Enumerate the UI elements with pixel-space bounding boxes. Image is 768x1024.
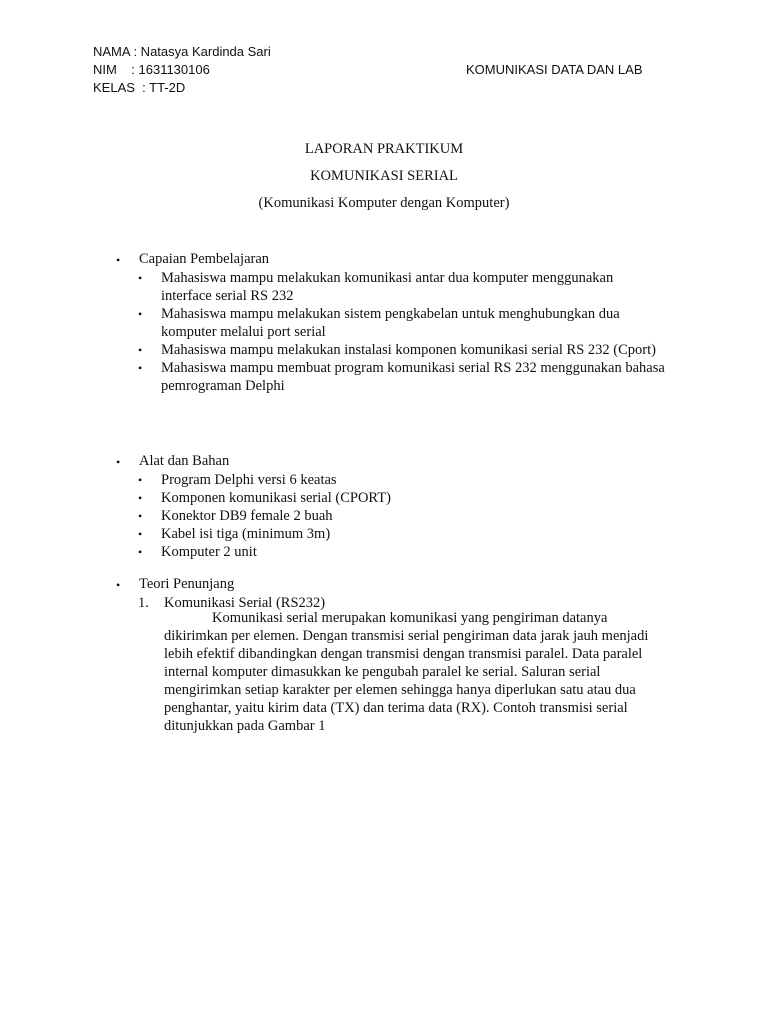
- section-capaian: [116, 251, 666, 395]
- list-item-text: Mahasiswa mampu membuat program komunikasi serial RS 232 menggunakan bahasa pemrograman Delphi: [161, 360, 665, 394]
- list-item-text: Komponen komunikasi serial (CPORT): [161, 490, 391, 506]
- report-title: LAPORAN PRAKTIKUM: [304, 141, 464, 157]
- report-subtitle: KOMUNIKASI SERIAL: [310, 168, 458, 184]
- report-topic: (Komunikasi Komputer dengan Komputer): [258, 195, 510, 211]
- bullet-icon: •: [138, 545, 143, 559]
- list-item: [116, 543, 666, 561]
- student-name: NAMA : Natasya Kardinda Sari: [93, 44, 271, 59]
- alat-list: [116, 471, 666, 561]
- course-name: KOMUNIKASI DATA DAN LAB: [466, 62, 643, 77]
- bullet-icon: •: [138, 361, 143, 375]
- list-item-text: Program Delphi versi 6 keatas: [161, 472, 337, 488]
- list-item: [116, 269, 666, 305]
- bullet-icon: •: [138, 527, 143, 541]
- section-teori: [116, 576, 325, 612]
- bullet-icon: •: [116, 578, 121, 592]
- list-item-text: Mahasiswa mampu melakukan sistem pengkabelan untuk menghubungkan dua komputer melalui port serial: [161, 306, 620, 340]
- section-heading: Alat dan Bahan: [139, 453, 230, 469]
- bullet-icon: •: [138, 473, 143, 487]
- body-paragraph: Komunikasi serial merupakan komunikasi yang pengiriman datanya dikirimkan per elemen. Dengan transmisi serial pengiriman data jarak jauh menjadi lebih efektif dibandingkan dengan transmisi dengan transmisi paralel. Data paralel internal komputer dimasukkan ke pengubah paralel ke serial. Saluran serial mengirimkan setiap karakter per elemen sehingga hanya diperlukan satu atau dua penghantar, yaitu kirim data (TX) dan terima data (RX). Contoh transmisi serial ditunjukkan pada Gambar 1: [164, 610, 649, 734]
- bullet-icon: •: [138, 343, 143, 357]
- capaian-list: [116, 269, 666, 395]
- section-alat: [116, 453, 666, 561]
- list-item: [116, 489, 666, 507]
- list-item: [116, 525, 666, 543]
- list-item-text: Mahasiswa mampu melakukan instalasi komponen komunikasi serial RS 232 (Cport): [161, 342, 656, 358]
- bullet-icon: •: [116, 455, 121, 469]
- list-item-text: Kabel isi tiga (minimum 3m): [161, 526, 331, 542]
- list-item-text: Komputer 2 unit: [161, 544, 257, 560]
- bullet-icon: •: [138, 307, 143, 321]
- student-nim: NIM : 1631130106: [93, 62, 210, 77]
- section-heading: Capaian Pembelajaran: [139, 251, 270, 267]
- list-item: [116, 507, 666, 525]
- list-item: [116, 341, 666, 359]
- item-number: 1.: [138, 595, 149, 611]
- section-heading: Teori Penunjang: [139, 576, 235, 592]
- bullet-icon: •: [116, 253, 121, 267]
- bullet-icon: •: [138, 509, 143, 523]
- bullet-icon: •: [138, 491, 143, 505]
- list-item: [116, 359, 666, 395]
- list-item: [116, 305, 666, 341]
- student-class: KELAS : TT-2D: [93, 80, 186, 95]
- bullet-icon: •: [138, 271, 143, 285]
- list-item: [116, 471, 666, 489]
- list-item-text: Konektor DB9 female 2 buah: [161, 508, 333, 524]
- list-item-text: Mahasiswa mampu melakukan komunikasi antar dua komputer menggunakan interface serial RS 232: [161, 270, 614, 304]
- subsection-heading: Komunikasi Serial (RS232): [164, 595, 326, 611]
